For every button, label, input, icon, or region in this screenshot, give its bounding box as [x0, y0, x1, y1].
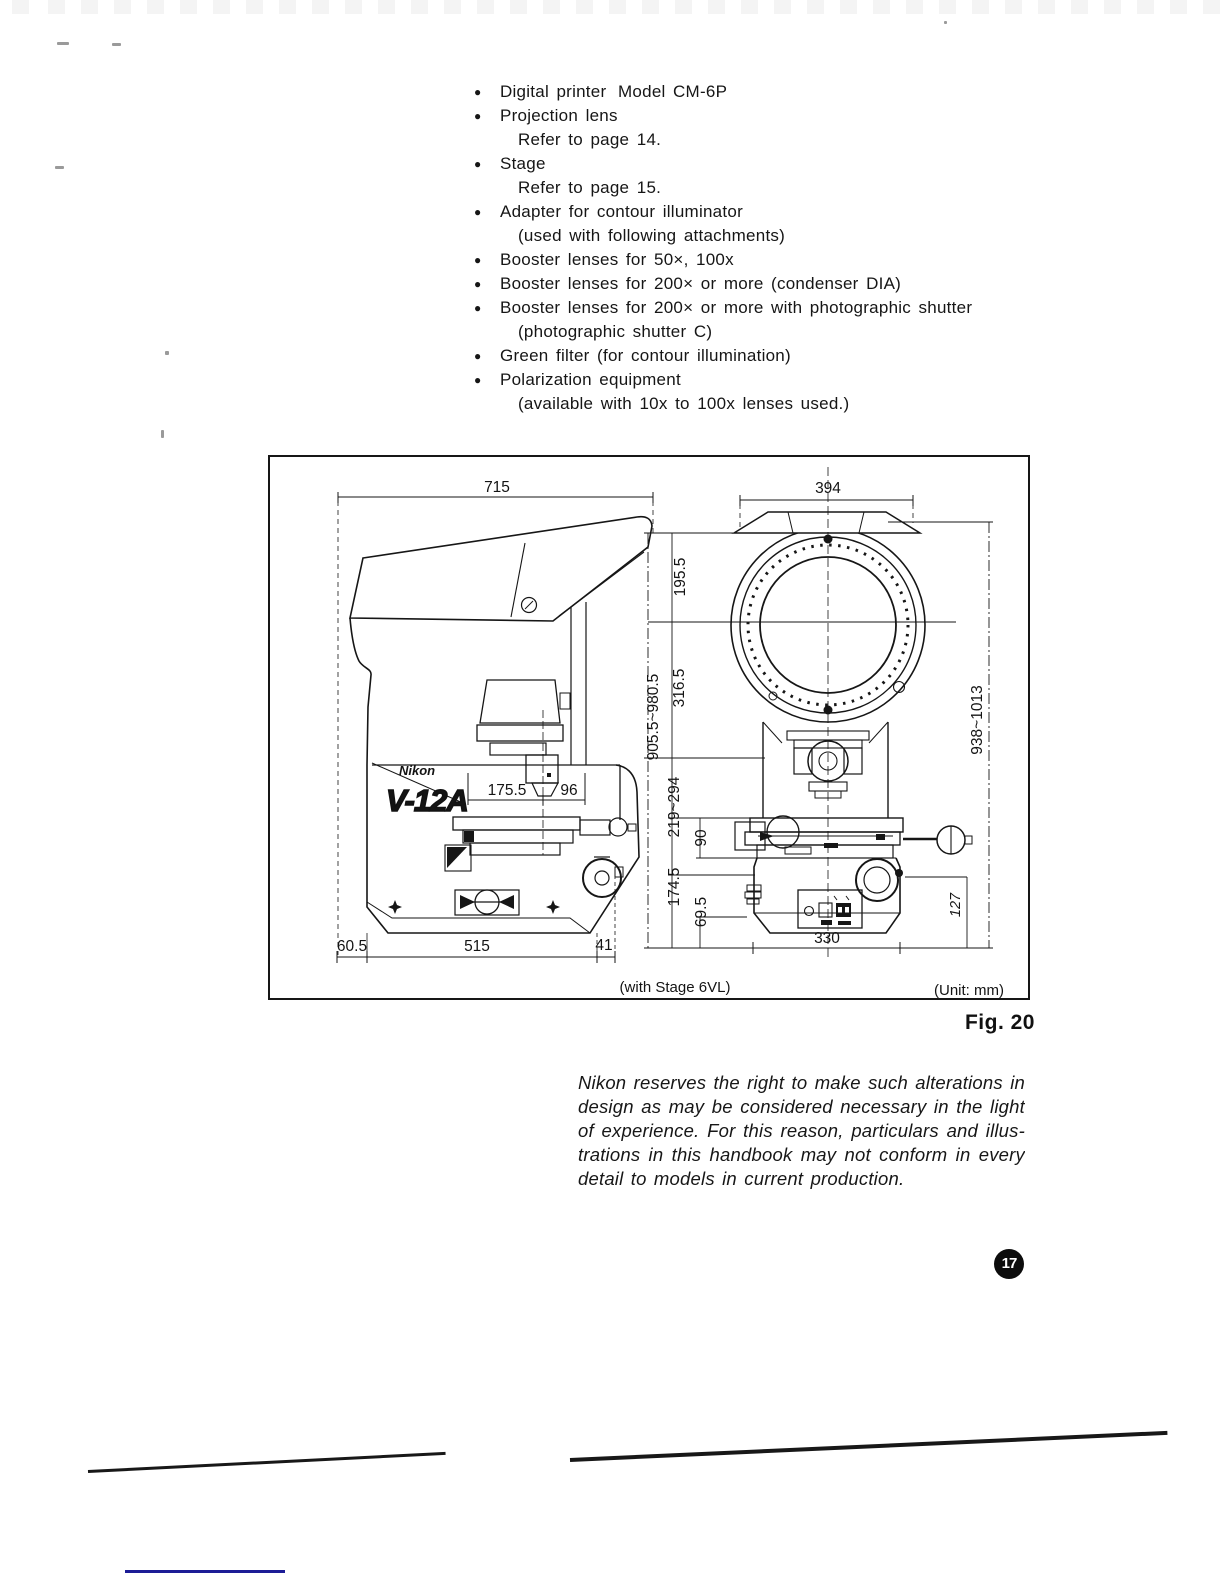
disclaimer-line: of experience. For this reason, particulars and illus- [578, 1120, 1025, 1141]
dim-lower-height: 174.5 [666, 867, 683, 907]
list-item-label: Polarization equipment [500, 370, 681, 389]
list-subitem [470, 320, 1090, 344]
dim-base-right: 41 [595, 937, 613, 954]
scan-speck [112, 43, 121, 46]
list-item [470, 152, 1090, 176]
accessories-list [470, 80, 1090, 416]
list-subitem-label: Refer to page 14. [518, 130, 662, 149]
bullet-icon: ● [474, 109, 482, 123]
list-subitem-label: (photographic shutter C) [518, 322, 713, 341]
bullet-icon: ● [474, 253, 482, 267]
centering-mark-icon [388, 900, 402, 914]
list-subitem-label: (available with 10x to 100x lenses used.) [518, 394, 850, 413]
list-item [470, 296, 1090, 320]
dim-center-to-body: 316.5 [671, 668, 688, 708]
list-subitem-label: (used with following attachments) [518, 226, 786, 245]
page-number-badge: 17 [994, 1249, 1024, 1279]
dim-screen-top: 195.5 [672, 557, 689, 597]
list-subitem [470, 128, 1090, 152]
model-label: V-12A [386, 783, 468, 818]
list-subitem-label: Refer to page 15. [518, 178, 662, 197]
dim-knob-height: 69.5 [693, 896, 710, 928]
list-item-value: Model CM-6P [618, 82, 728, 101]
bullet-icon: ● [474, 373, 482, 387]
list-item [470, 248, 1090, 272]
list-item [470, 272, 1090, 296]
list-item-label: Booster lenses for 200× or more (condenser DIA) [500, 274, 902, 293]
list-item [470, 344, 1090, 368]
bullet-icon: ● [474, 157, 482, 171]
front-view [644, 467, 993, 960]
list-item-label: Stage [500, 154, 546, 173]
list-item [470, 80, 1090, 104]
scan-artifact-line [570, 1431, 1168, 1462]
dim-focus-knob: 127 [948, 892, 964, 918]
dim-lens-left: 175.5 [487, 782, 527, 799]
figure-20-technical-drawing [268, 455, 1030, 1000]
disclaimer-line: detail to models in current production. [578, 1168, 905, 1189]
list-subitem [470, 224, 1090, 248]
list-item [470, 368, 1090, 392]
disclaimer-line: Nikon reserves the right to make such alterations in [578, 1072, 1025, 1093]
dim-base-left: 60.5 [336, 938, 368, 955]
bullet-icon: ● [474, 85, 482, 99]
dimension-diagram [268, 455, 1030, 1000]
dim-lens-right: 96 [560, 782, 578, 799]
list-item-label: Adapter for contour illuminator [500, 202, 743, 221]
dim-stage-thickness: 90 [693, 829, 710, 847]
dim-head-width: 394 [815, 480, 841, 497]
bullet-icon: ● [474, 349, 482, 363]
bullet-icon: ● [474, 301, 482, 315]
list-item-label: Digital printer [500, 82, 607, 101]
figure-caption: Fig. 20 [964, 1011, 1035, 1034]
list-item-label: Projection lens [500, 106, 618, 125]
list-item [470, 200, 1090, 224]
disclaimer-line: trations in this handbook may not conform in every [578, 1144, 1025, 1165]
dim-front-base-width: 330 [814, 930, 840, 947]
list-item-label: Booster lenses for 200× or more with photographic shutter [500, 298, 973, 317]
disclaimer-paragraph [578, 1071, 1025, 1191]
list-subitem [470, 392, 1090, 416]
nikon-logo: Nikon [399, 763, 436, 778]
list-item [470, 104, 1090, 128]
list-item-label: Green filter (for contour illumination) [500, 346, 791, 365]
list-subitem [470, 176, 1090, 200]
scan-perforation-marks [0, 0, 1224, 14]
scan-artifact-line [88, 1452, 446, 1473]
projection-lens [526, 755, 558, 783]
list-item-label: Booster lenses for 50×, 100x [500, 250, 734, 269]
scan-speck [57, 42, 69, 45]
dim-overall-width: 715 [484, 479, 510, 496]
dim-base-width: 515 [464, 938, 490, 955]
caption-unit: (Unit: mm) [934, 982, 1004, 999]
scan-speck [161, 430, 164, 438]
scan-speck [165, 351, 169, 355]
dim-stage-range: 219~294 [666, 776, 683, 838]
scan-speck [55, 166, 64, 169]
bullet-icon: ● [474, 277, 482, 291]
dim-height-range: 905.5~980.5 [645, 673, 662, 761]
bullet-icon: ● [474, 205, 482, 219]
dim-overall-height: 938~1013 [969, 685, 986, 755]
scan-speck [944, 21, 947, 24]
dimension-labels [337, 479, 1004, 999]
side-view [337, 492, 653, 963]
scan-artifact-blue-line [125, 1570, 285, 1573]
centering-mark-icon [546, 900, 560, 914]
caption-stage: (with Stage 6VL) [619, 979, 731, 996]
disclaimer-line: design as may be considered necessary in the light [578, 1096, 1025, 1117]
